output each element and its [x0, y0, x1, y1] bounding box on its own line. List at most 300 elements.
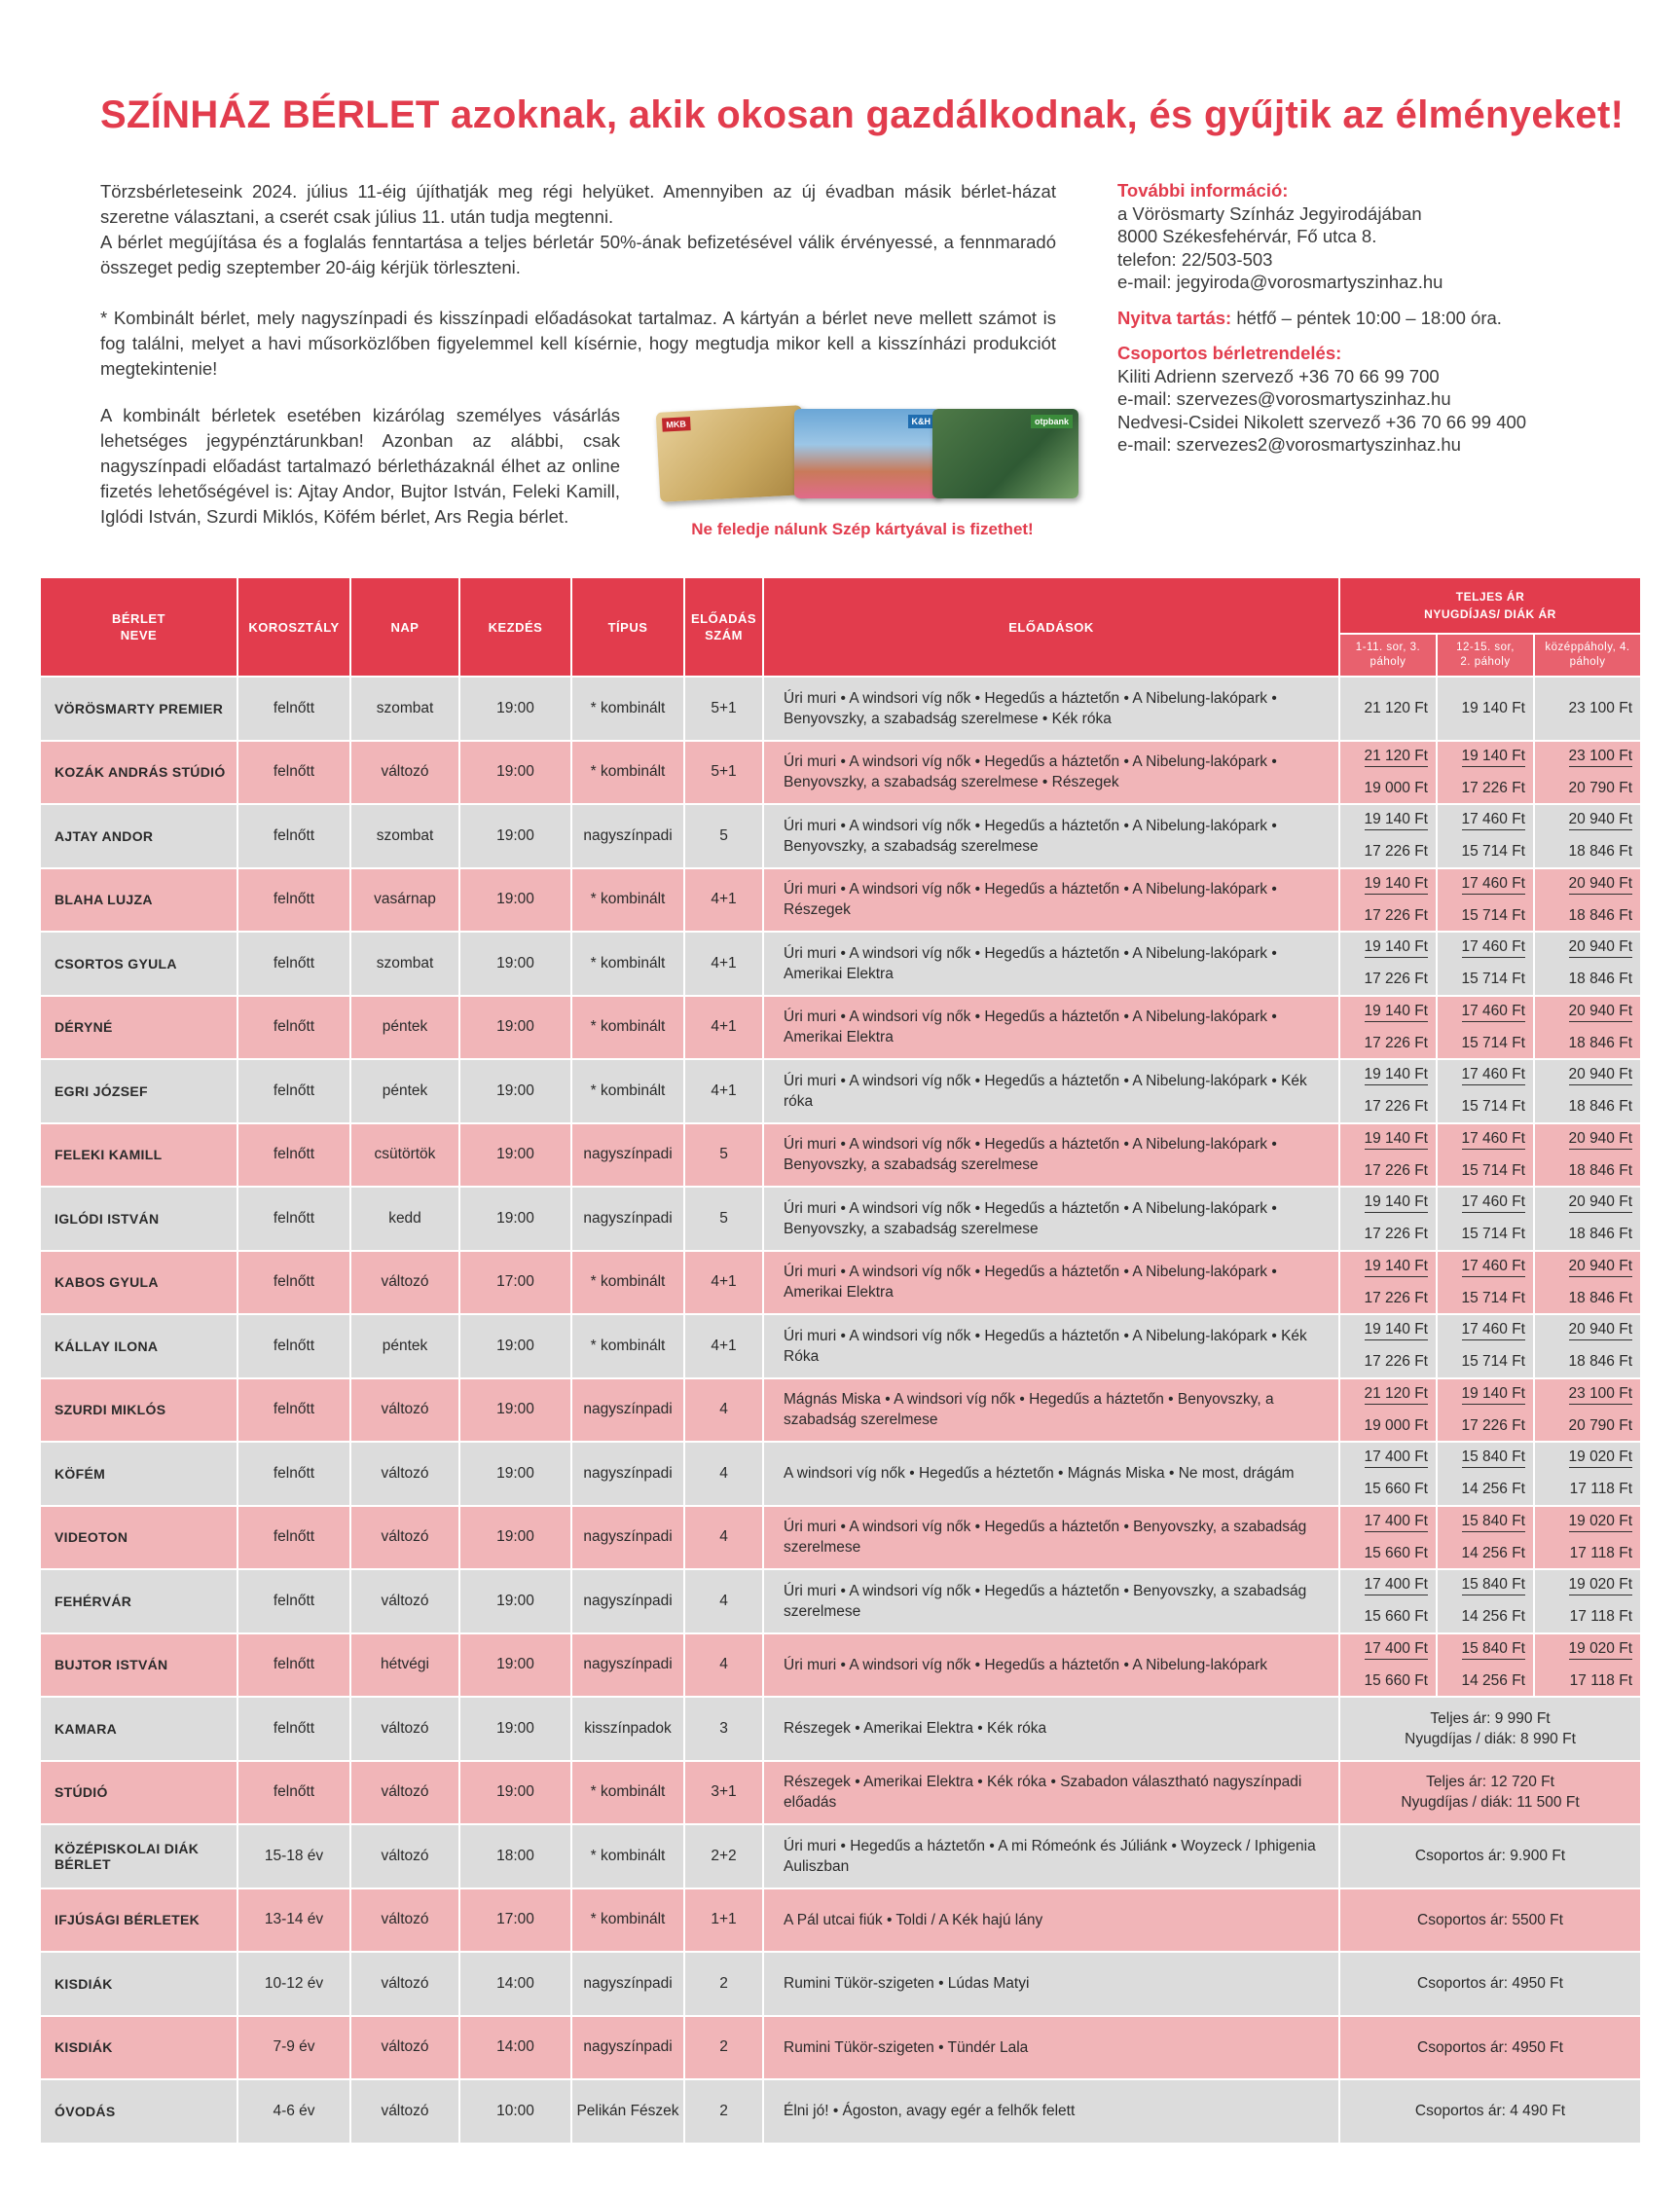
more-info-line: 8000 Székesfehérvár, Fő utca 8. — [1117, 226, 1377, 246]
mkb-szep-card — [656, 405, 807, 502]
day: változó — [350, 1888, 459, 1953]
full-price: 19 020 Ft — [1569, 1512, 1633, 1532]
start-time: 19:00 — [459, 932, 571, 996]
age-group: 4-6 év — [237, 2079, 350, 2144]
subscription-name: KISDIÁK — [40, 2016, 237, 2080]
start-time: 19:00 — [459, 1123, 571, 1188]
discount-price: 14 256 Ft — [1461, 1481, 1525, 1498]
szep-cards-image — [658, 401, 1067, 498]
full-price: 19 140 Ft — [1365, 1129, 1429, 1150]
subscription-name: BLAHA LUJZA — [40, 868, 237, 933]
show-list: Úri muri • A windsori víg nők • Hegedűs a háztetőn • Benyovszky, a szabadság szerelmese — [763, 1569, 1339, 1633]
price-zone-3 — [1534, 1506, 1641, 1570]
discount-price: 18 846 Ft — [1568, 1161, 1633, 1179]
discount-price: 15 660 Ft — [1364, 1608, 1428, 1626]
subscription-type: nagyszínpadi — [571, 804, 684, 868]
start-time: 19:00 — [459, 1314, 571, 1378]
discount-price: 17 226 Ft — [1364, 843, 1428, 861]
discount-price: 18 846 Ft — [1568, 1226, 1633, 1243]
price-zone-2 — [1437, 1123, 1534, 1188]
subscription-type: kisszínpadok — [571, 1697, 684, 1761]
full-price: 15 840 Ft — [1462, 1448, 1526, 1468]
show-list: Élni jó! • Ágoston, avagy egér a felhők felett — [763, 2079, 1339, 2144]
age-group: felnőtt — [237, 1378, 350, 1443]
show-list: Úri muri • A windsori víg nők • Hegedűs a háztetőn • Benyovszky, a szabadság szerelmese — [763, 1506, 1339, 1570]
show-count: 2+2 — [684, 1824, 763, 1888]
intro-paragraph-payment: A bérlet megújítása és a foglalás fenntartása a teljes bérletár 50%-ának befizetésével válik érvényessé, a fennmaradó összeget pedig szeptember 20-áig kérjük törleszteni. — [100, 232, 1056, 277]
discount-price: 20 790 Ft — [1568, 779, 1633, 796]
header-name: BÉRLET NEVE — [40, 577, 237, 677]
price-zone-1 — [1339, 1442, 1437, 1506]
discount-price: 19 000 Ft — [1364, 779, 1428, 796]
discount-price: 17 118 Ft — [1569, 1608, 1633, 1626]
subscription-type: * kombinált — [571, 1888, 684, 1953]
subscription-name: IFJÚSÁGI BÉRLETEK — [40, 1888, 237, 1953]
table-row — [40, 1633, 1641, 1698]
show-list: Úri muri • A windsori víg nők • Hegedűs a háztetőn • A Nibelung-lakópark — [763, 1633, 1339, 1698]
full-price: 19 140 Ft — [1365, 937, 1429, 958]
subscription-name: FELEKI KAMILL — [40, 1123, 237, 1188]
full-price: 23 100 Ft — [1568, 699, 1633, 716]
subscription-name: EGRI JÓZSEF — [40, 1059, 237, 1123]
price-zone-1 — [1339, 1314, 1437, 1378]
full-price: 19 140 Ft — [1365, 1192, 1429, 1213]
day: változó — [350, 741, 459, 805]
start-time: 14:00 — [459, 2016, 571, 2080]
full-price: 20 940 Ft — [1569, 1320, 1633, 1340]
full-price: 17 460 Ft — [1462, 1065, 1526, 1085]
table-row — [40, 1824, 1641, 1888]
table-row — [40, 1888, 1641, 1953]
start-time: 19:00 — [459, 1059, 571, 1123]
subscription-name: VIDEOTON — [40, 1506, 237, 1570]
table-row — [40, 932, 1641, 996]
full-price: 17 460 Ft — [1462, 1192, 1526, 1213]
discount-price: 15 714 Ft — [1461, 843, 1525, 861]
start-time: 19:00 — [459, 804, 571, 868]
start-time: 19:00 — [459, 1761, 571, 1825]
show-list: A Pál utcai fiúk • Toldi / A Kék hajú lány — [763, 1888, 1339, 1953]
show-count: 4 — [684, 1506, 763, 1570]
age-group: felnőtt — [237, 996, 350, 1060]
group-price-line: Csoportos ár: 9.900 Ft — [1414, 1848, 1566, 1865]
show-list: Úri muri • A windsori víg nők • Hegedűs a háztetőn • A Nibelung-lakópark • Benyovszky, a szabadság szerelmese • Részegek — [763, 741, 1339, 805]
subscription-type: * kombinált — [571, 741, 684, 805]
show-list: Rumini Tükör-szigeten • Lúdas Matyi — [763, 1952, 1339, 2016]
table-row — [40, 1123, 1641, 1188]
full-price: 19 140 Ft — [1365, 1002, 1429, 1022]
price-zone-3 — [1534, 1251, 1641, 1315]
group-order-line: Kiliti Adrienn szervező +36 70 66 99 700 — [1117, 365, 1440, 386]
intro-paragraph-combined: * Kombinált bérlet, mely nagyszínpadi és kisszínpadi előadásokat tartalmaz. A kártyán a bérlet neve mellett számot is fog találni, melyet a havi műsorközlőben figyelemmel kell kísérnie, hogy megtudja mikor kell a kisszínházi produkciót megtekintenie! — [100, 308, 1056, 379]
card-logo: otpbank — [1031, 415, 1073, 428]
discount-price: 17 226 Ft — [1364, 971, 1428, 988]
show-count: 4+1 — [684, 1251, 763, 1315]
age-group: 13-14 év — [237, 1888, 350, 1953]
subscription-type: nagyszínpadi — [571, 1633, 684, 1698]
price-zone-2 — [1437, 1314, 1534, 1378]
age-group: felnőtt — [237, 1314, 350, 1378]
start-time: 19:00 — [459, 1697, 571, 1761]
price-zone-3 — [1534, 677, 1641, 741]
header-price-discount: NYUGDÍJAS/ DIÁK ÁR — [1424, 607, 1556, 621]
table-row — [40, 2016, 1641, 2080]
age-group: felnőtt — [237, 677, 350, 741]
discount-price: 17 226 Ft — [1364, 1226, 1428, 1243]
start-time: 17:00 — [459, 1251, 571, 1315]
price-zone-3 — [1534, 868, 1641, 933]
day: szombat — [350, 804, 459, 868]
otp-szep-card — [932, 409, 1078, 498]
table-row — [40, 2079, 1641, 2144]
table-row — [40, 1506, 1641, 1570]
show-list: Mágnás Miska • A windsori víg nők • Hegedűs a háztetőn • Benyovszky, a szabadság szerelmese — [763, 1378, 1339, 1443]
table-row — [40, 1952, 1641, 2016]
group-price — [1339, 1824, 1641, 1888]
full-price: 19 140 Ft — [1462, 747, 1526, 767]
card-logo: K&H — [908, 415, 935, 428]
full-price: 21 120 Ft — [1364, 699, 1428, 716]
show-count: 2 — [684, 2016, 763, 2080]
day: változó — [350, 1378, 459, 1443]
full-price: 20 940 Ft — [1569, 1002, 1633, 1022]
price-zone-1 — [1339, 1123, 1437, 1188]
discount-price: 18 846 Ft — [1568, 1353, 1633, 1371]
full-price: 15 840 Ft — [1462, 1639, 1526, 1660]
full-price: 21 120 Ft — [1365, 747, 1429, 767]
table-row — [40, 1187, 1641, 1251]
price-zone-1 — [1339, 804, 1437, 868]
table-row — [40, 996, 1641, 1060]
discount-price: 15 714 Ft — [1461, 1034, 1525, 1051]
subscription-name: CSORTOS GYULA — [40, 932, 237, 996]
subscription-type: * kombinált — [571, 996, 684, 1060]
group-order-line: e-mail: szervezes2@vorosmartyszinhaz.hu — [1117, 434, 1461, 455]
opening-hours-label: Nyitva tartás: — [1117, 307, 1232, 328]
start-time: 19:00 — [459, 996, 571, 1060]
discount-price: 17 226 Ft — [1364, 1289, 1428, 1306]
show-count: 3 — [684, 1697, 763, 1761]
full-price: 15 840 Ft — [1462, 1575, 1526, 1595]
price-zone-2 — [1437, 1378, 1534, 1443]
show-count: 3+1 — [684, 1761, 763, 1825]
subscription-type: * kombinált — [571, 1059, 684, 1123]
full-price: 17 460 Ft — [1462, 810, 1526, 830]
group-price — [1339, 1952, 1641, 2016]
start-time: 18:00 — [459, 1824, 571, 1888]
table-row — [40, 1059, 1641, 1123]
subscription-type: nagyszínpadi — [571, 1187, 684, 1251]
table-row — [40, 1314, 1641, 1378]
table-row — [40, 1569, 1641, 1633]
subscription-name: BUJTOR ISTVÁN — [40, 1633, 237, 1698]
discount-price: 18 846 Ft — [1568, 1034, 1633, 1051]
header-type: TÍPUS — [571, 577, 684, 677]
show-count: 4+1 — [684, 996, 763, 1060]
group-order-lines — [1117, 365, 1624, 457]
discount-price: 18 846 Ft — [1568, 1098, 1633, 1116]
full-price: 17 400 Ft — [1365, 1639, 1429, 1660]
discount-price: 17 226 Ft — [1364, 1161, 1428, 1179]
price-zone-2 — [1437, 804, 1534, 868]
age-group: felnőtt — [237, 804, 350, 868]
table-row — [40, 677, 1641, 741]
day: változó — [350, 1569, 459, 1633]
full-price: 21 120 Ft — [1365, 1384, 1429, 1405]
age-group: 7-9 év — [237, 2016, 350, 2080]
discount-price: 15 714 Ft — [1461, 971, 1525, 988]
price-zone-2 — [1437, 741, 1534, 805]
age-group: felnőtt — [237, 1761, 350, 1825]
discount-price: 17 226 Ft — [1364, 1098, 1428, 1116]
show-count: 5 — [684, 1187, 763, 1251]
discount-price: 14 256 Ft — [1461, 1544, 1525, 1561]
full-price: 17 400 Ft — [1365, 1512, 1429, 1532]
group-price-line: Csoportos ár: 5500 Ft — [1417, 1911, 1563, 1928]
age-group: felnőtt — [237, 741, 350, 805]
full-price: 20 940 Ft — [1569, 937, 1633, 958]
price-zone-1 — [1339, 1378, 1437, 1443]
price-zone-3 — [1534, 1059, 1641, 1123]
full-price: 23 100 Ft — [1569, 747, 1633, 767]
header-count: ELŐADÁS SZÁM — [684, 577, 763, 677]
discount-price: 14 256 Ft — [1461, 1671, 1525, 1689]
subscription-table — [39, 576, 1642, 2145]
day: változó — [350, 2016, 459, 2080]
price-zone-2 — [1437, 1187, 1534, 1251]
day: változó — [350, 2079, 459, 2144]
group-price — [1339, 2079, 1641, 2144]
age-group: felnőtt — [237, 1123, 350, 1188]
start-time: 19:00 — [459, 1442, 571, 1506]
subscription-type: * kombinált — [571, 1314, 684, 1378]
show-count: 4 — [684, 1569, 763, 1633]
age-group: felnőtt — [237, 1442, 350, 1506]
price-zone-2 — [1437, 996, 1534, 1060]
age-group: felnőtt — [237, 1569, 350, 1633]
spacer — [1117, 294, 1624, 307]
show-list: Rumini Tükör-szigeten • Tündér Lala — [763, 2016, 1339, 2080]
full-price: 19 140 Ft — [1461, 699, 1525, 716]
full-price: 17 400 Ft — [1365, 1448, 1429, 1468]
start-time: 19:00 — [459, 868, 571, 933]
show-list: Úri muri • A windsori víg nők • Hegedűs a háztetőn • A Nibelung-lakópark • Benyovszky, a szabadság szerelmese — [763, 804, 1339, 868]
age-group: 15-18 év — [237, 1824, 350, 1888]
table-row — [40, 1442, 1641, 1506]
day: változó — [350, 1761, 459, 1825]
full-price: 19 140 Ft — [1462, 1384, 1526, 1405]
price-zone-1 — [1339, 1251, 1437, 1315]
full-price: 19 140 Ft — [1365, 1065, 1429, 1085]
show-list: Úri muri • A windsori víg nők • Hegedűs a háztetőn • A Nibelung-lakópark • Benyovszky, a szabadság szerelmese • Kék róka — [763, 677, 1339, 741]
price-zone-3 — [1534, 996, 1641, 1060]
intro-paragraph-renewal: Törzsbérleteseink 2024. július 11-éig újíthatják meg régi helyüket. Amennyiben az új évadban másik bérlet-házat szeretne választani, a cserét csak július 11. után tudja megtenni. — [100, 181, 1056, 227]
price-zone-1 — [1339, 1569, 1437, 1633]
full-price: 17 400 Ft — [1365, 1575, 1429, 1595]
discount-price: 15 714 Ft — [1461, 1161, 1525, 1179]
page-title: SZÍNHÁZ BÉRLET azoknak, akik okosan gazdálkodnak, és gyűjtik az élményeket! — [100, 93, 1625, 136]
subscription-type: Pelikán Fészek — [571, 2079, 684, 2144]
age-group: felnőtt — [237, 1633, 350, 1698]
header-price-full: TELJES ÁR — [1455, 590, 1525, 604]
header-price-zone-2: 12-15. sor, 2. páholy — [1437, 634, 1534, 677]
full-price: 17 460 Ft — [1462, 1320, 1526, 1340]
price-zone-1 — [1339, 868, 1437, 933]
start-time: 10:00 — [459, 2079, 571, 2144]
subscription-name: KISDIÁK — [40, 1952, 237, 2016]
discount-price: 15 714 Ft — [1461, 1289, 1525, 1306]
table-row — [40, 741, 1641, 805]
subscription-type: nagyszínpadi — [571, 2016, 684, 2080]
discount-price: 15 660 Ft — [1364, 1544, 1428, 1561]
day: szombat — [350, 932, 459, 996]
group-price — [1339, 2016, 1641, 2080]
show-list: Úri muri • Hegedűs a háztetőn • A mi Rómeónk és Júliánk • Woyzeck / Iphigenia Auliszban — [763, 1824, 1339, 1888]
price-zone-3 — [1534, 1123, 1641, 1188]
discount-price: 17 118 Ft — [1569, 1481, 1633, 1498]
table-row — [40, 1761, 1641, 1825]
discount-price: 15 714 Ft — [1461, 1098, 1525, 1116]
subscription-type: * kombinált — [571, 1251, 684, 1315]
table-row — [40, 1697, 1641, 1761]
subscription-type: nagyszínpadi — [571, 1506, 684, 1570]
day: csütörtök — [350, 1123, 459, 1188]
age-group: felnőtt — [237, 1697, 350, 1761]
spacer — [1117, 329, 1624, 342]
discount-price: 17 226 Ft — [1364, 1353, 1428, 1371]
subscription-name: STÚDIÓ — [40, 1761, 237, 1825]
full-price: 19 140 Ft — [1365, 1257, 1429, 1277]
discount-price: 17 226 Ft — [1461, 779, 1525, 796]
day: szombat — [350, 677, 459, 741]
day: változó — [350, 1442, 459, 1506]
price-zone-3 — [1534, 1314, 1641, 1378]
price-zone-3 — [1534, 741, 1641, 805]
discount-price: 15 660 Ft — [1364, 1481, 1428, 1498]
show-list: Úri muri • A windsori víg nők • Hegedűs a háztetőn • A Nibelung-lakópark • Amerikai Elektra — [763, 932, 1339, 996]
subscription-type: nagyszínpadi — [571, 1378, 684, 1443]
day: péntek — [350, 1314, 459, 1378]
show-count: 4+1 — [684, 932, 763, 996]
subscription-type: nagyszínpadi — [571, 1123, 684, 1188]
show-count: 4 — [684, 1442, 763, 1506]
group-price — [1339, 1761, 1641, 1825]
group-price — [1339, 1888, 1641, 1953]
opening-hours — [1117, 307, 1624, 330]
spacer — [100, 280, 1056, 306]
header-day: NAP — [350, 577, 459, 677]
show-list: Úri muri • A windsori víg nők • Hegedűs a háztetőn • A Nibelung-lakópark • Amerikai Elektra — [763, 1251, 1339, 1315]
price-zone-2 — [1437, 1633, 1534, 1698]
start-time: 19:00 — [459, 1569, 571, 1633]
show-count: 4 — [684, 1633, 763, 1698]
show-count: 5+1 — [684, 677, 763, 741]
show-list: Úri muri • A windsori víg nők • Hegedűs a háztetőn • A Nibelung-lakópark • Benyovszky, a szabadság szerelmese — [763, 1123, 1339, 1188]
show-count: 5+1 — [684, 741, 763, 805]
discount-price: 19 000 Ft — [1364, 1416, 1428, 1434]
price-zone-3 — [1534, 1187, 1641, 1251]
price-zone-1 — [1339, 741, 1437, 805]
age-group: felnőtt — [237, 932, 350, 996]
day: péntek — [350, 1059, 459, 1123]
discount-price: 17 226 Ft — [1364, 1034, 1428, 1051]
group-price-line: Teljes ár: 9 990 Ft — [1430, 1709, 1551, 1727]
kh-szep-card — [794, 409, 940, 498]
subscription-type: * kombinált — [571, 677, 684, 741]
price-zone-1 — [1339, 1506, 1437, 1570]
age-group: felnőtt — [237, 1506, 350, 1570]
header-start: KEZDÉS — [459, 577, 571, 677]
show-list: Úri muri • A windsori víg nők • Hegedűs a háztetőn • A Nibelung-lakópark • Benyovszky, a szabadság szerelmese — [763, 1187, 1339, 1251]
show-count: 2 — [684, 2079, 763, 2144]
subscription-name: KÖFÉM — [40, 1442, 237, 1506]
group-price — [1339, 1697, 1641, 1761]
subscription-type: * kombinált — [571, 1761, 684, 1825]
group-price-line: Nyugdíjas / diák: 11 500 Ft — [1401, 1794, 1580, 1812]
start-time: 14:00 — [459, 1952, 571, 2016]
full-price: 20 940 Ft — [1569, 1257, 1633, 1277]
header-price-zone-1: 1-11. sor, 3. páholy — [1339, 634, 1437, 677]
header-age: KOROSZTÁLY — [237, 577, 350, 677]
show-count: 1+1 — [684, 1888, 763, 1953]
online-payment-text: A kombinált bérletek esetében kizárólag személyes vásárlás lehetséges jegypénztárunkban! Azonban az alábbi, csak nagyszínpadi előadást tartalmazó bérletházaknál élhet az online fizetés lehetőségével is: Ajtay Andor, Bujtor István, Feleki Kamill, Iglódi István, Szurdi Miklós, Köfém bérlet, Ars Regia bérlet. — [100, 405, 620, 527]
price-zone-2 — [1437, 1569, 1534, 1633]
more-info-heading: További információ: — [1117, 180, 1289, 201]
full-price: 20 940 Ft — [1569, 810, 1633, 830]
price-zone-2 — [1437, 1059, 1534, 1123]
start-time: 17:00 — [459, 1888, 571, 1953]
full-price: 20 940 Ft — [1569, 1192, 1633, 1213]
full-price: 17 460 Ft — [1462, 1257, 1526, 1277]
subscription-name: KÁLLAY ILONA — [40, 1314, 237, 1378]
group-order-heading: Csoportos bérletrendelés: — [1117, 343, 1342, 363]
full-price: 20 940 Ft — [1569, 1065, 1633, 1085]
group-price-line: Csoportos ár: 4950 Ft — [1417, 2038, 1563, 2056]
intro-text — [100, 179, 1056, 382]
show-list: A windsori víg nők • Hegedűs a héztetőn • Mágnás Miska • Ne most, drágám — [763, 1442, 1339, 1506]
full-price: 19 020 Ft — [1569, 1639, 1633, 1660]
group-order-line: e-mail: szervezes@vorosmartyszinhaz.hu — [1117, 388, 1451, 409]
opening-hours-value: hétfő – péntek 10:00 – 18:00 óra. — [1231, 307, 1502, 328]
group-price-line: Csoportos ár: 4 490 Ft — [1414, 2103, 1566, 2120]
show-list: Részegek • Amerikai Elektra • Kék róka • Szabadon választható nagyszínpadi előadás — [763, 1761, 1339, 1825]
subscription-type: nagyszínpadi — [571, 1569, 684, 1633]
subscription-name: IGLÓDI ISTVÁN — [40, 1187, 237, 1251]
start-time: 19:00 — [459, 1187, 571, 1251]
discount-price: 17 118 Ft — [1569, 1544, 1633, 1561]
discount-price: 17 226 Ft — [1461, 1416, 1525, 1434]
show-list: Úri muri • A windsori víg nők • Hegedűs a háztetőn • A Nibelung-lakópark • Kék róka — [763, 1059, 1339, 1123]
subscription-type: * kombinált — [571, 868, 684, 933]
age-group: felnőtt — [237, 1187, 350, 1251]
show-count: 4+1 — [684, 868, 763, 933]
price-zone-2 — [1437, 1251, 1534, 1315]
table-row — [40, 804, 1641, 868]
more-info-line: a Vörösmarty Színház Jegyirodájában — [1117, 202, 1422, 224]
price-zone-3 — [1534, 1442, 1641, 1506]
discount-price: 18 846 Ft — [1568, 1289, 1633, 1306]
subscription-name: DÉRYNÉ — [40, 996, 237, 1060]
subscription-type: nagyszínpadi — [571, 1952, 684, 2016]
price-zone-3 — [1534, 1569, 1641, 1633]
show-list: Úri muri • A windsori víg nők • Hegedűs a háztetőn • A Nibelung-lakópark • Részegek — [763, 868, 1339, 933]
group-price-line: Nyugdíjas / diák: 8 990 Ft — [1405, 1730, 1576, 1747]
show-count: 4 — [684, 1378, 763, 1443]
full-price: 19 140 Ft — [1365, 1320, 1429, 1340]
discount-price: 17 118 Ft — [1569, 1671, 1633, 1689]
subscription-type: * kombinált — [571, 932, 684, 996]
day: változó — [350, 1697, 459, 1761]
